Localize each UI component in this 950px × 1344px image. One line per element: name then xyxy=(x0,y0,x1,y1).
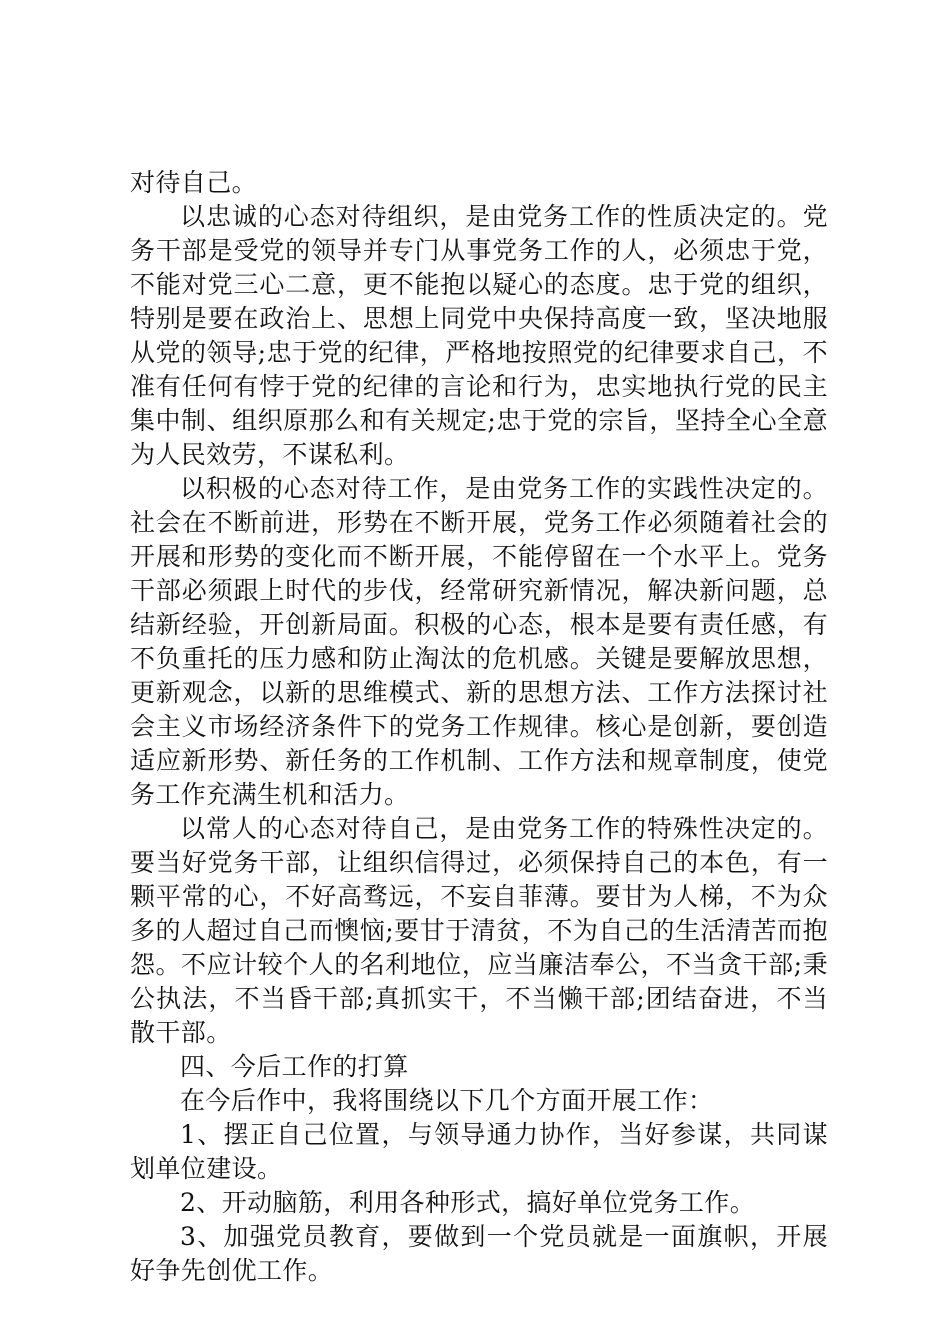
list-item-3: 3、加强党员教育，要做到一个党员就是一面旗帜，开展好争先创优工作。 xyxy=(130,1222,828,1285)
paragraph-positive-attitude: 以积极的心态对待工作，是由党务工作的实践性决定的。社会在不断前进，形势在不断开展，党务工作必须随着社会的开展和形势的变化而不断开展，不能停留在一个水平上。党务干部必须跟上时代的步伐，经常研究新情况，解决新问题，总结新经验，开创新局面。积极的心态，根本是要有责任感，有不负重托的压力感和防止淘汰的危机感。关键是要解放思想，更新观念，以新的思维模式、新的思想方法、工作方法探讨社会主义市场经济条件下的党务工作规律。核心是创新，要创造适应新形势、新任务的工作机制、工作方法和规章制度，使党务工作充满生机和活力。 xyxy=(130,474,828,809)
section-heading-future-plans: 四、今后工作的打算 xyxy=(180,1052,409,1081)
paragraph-continuation: 对待自己。 xyxy=(130,168,258,197)
list-item-2: 2、开动脑筋，利用各种形式，搞好单位党务工作。 xyxy=(180,1188,756,1217)
document-body xyxy=(130,166,828,1288)
paragraph-future-intro: 在今后作中，我将围绕以下几个方面开展工作： xyxy=(180,1086,714,1115)
paragraph-ordinary-attitude: 以常人的心态对待自己，是由党务工作的特殊性决定的。要当好党务干部，让组织信得过，必须保持自己的本色，有一颗平常的心，不好高骛远，不妄自菲薄。要甘为人梯，不为众多的人超过自己而懊恼;要甘于清贫，不为自己的生活清苦而抱怨。不应计较个人的名利地位，应当廉洁奉公，不当贪干部;秉公执法，不当昏干部;真抓实干，不当懒干部;团结奋进，不当散干部。 xyxy=(130,814,828,1047)
list-item-1: 1、摆正自己位置，与领导通力协作，当好参谋，共同谋划单位建设。 xyxy=(130,1120,828,1183)
paragraph-loyalty: 以忠诚的心态对待组织，是由党务工作的性质决定的。党务干部是受党的领导并专门从事党务工作的人，必须忠于党，不能对党三心二意，更不能抱以疑心的态度。忠于党的组织，特别是要在政治上、思想上同党中央保持高度一致，坚决地服从党的领导;忠于党的纪律，严格地按照党的纪律要求自己，不准有任何有悖于党的纪律的言论和行为，忠实地执行党的民主集中制、组织原那么和有关规定;忠于党的宗旨，坚持全心全意为人民效劳，不谋私利。 xyxy=(130,202,828,469)
